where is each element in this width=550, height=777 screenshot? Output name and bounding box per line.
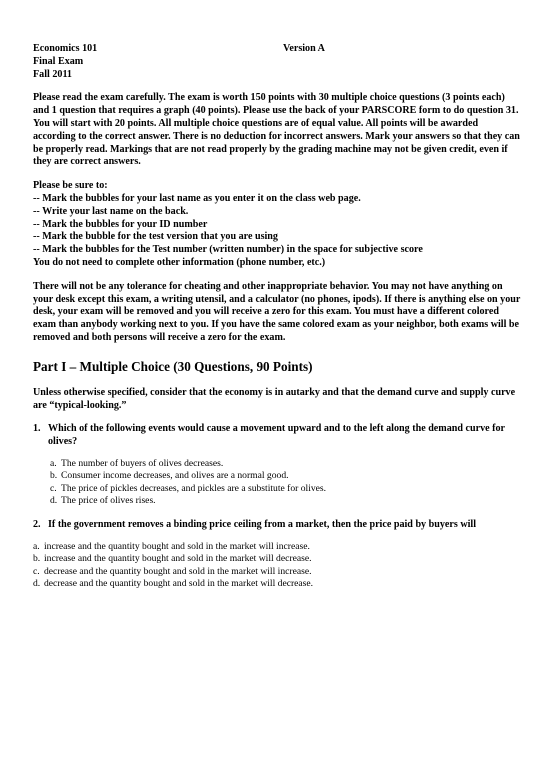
option-a	[50, 458, 523, 471]
instructions-intro: Please read the exam carefully. The exam is worth 150 points with 30 multiple choice questions (3 points each) and 1 question that requires a graph (40 points). Please use the back of your PARSCORE form to do question 31. You will start with 20 points. All multiple choice questions are of equal value. All points will be awarded according to the correct answer. There is no deduction for incorrect answers. Mark your answers so that they can be properly read. Markings that are not read properly by the grading machine may not be given credit, even if they are correct answers.	[33, 92, 520, 168]
exam-name: Final Exam	[33, 55, 84, 67]
option-letter: a.	[33, 540, 40, 552]
checklist-item: -- Mark the bubbles for your ID number	[33, 218, 208, 230]
option-text: decrease and the quantity bought and sold in the market will increase.	[44, 565, 312, 577]
option-list	[50, 458, 523, 508]
option-letter: c.	[50, 482, 57, 494]
option-letter: b.	[50, 470, 58, 482]
checklist-item: -- Mark the bubbles for the Test number (written number) in the space for subjective score	[33, 244, 423, 256]
question-number: 1.	[33, 423, 41, 435]
question-2	[33, 519, 523, 591]
option-d	[50, 495, 523, 508]
option-letter: b.	[33, 553, 41, 565]
option-c	[33, 566, 523, 579]
option-text: increase and the quantity bought and sold in the market will decrease.	[44, 553, 312, 565]
question-text: If the government removes a binding price ceiling from a market, then the price paid by buyers will	[48, 518, 477, 530]
question-stem	[33, 519, 523, 532]
option-b	[33, 553, 523, 566]
part-assumption: Unless otherwise specified, consider that the economy is in autarky and that the demand curve and supply curve are “typical-looking.”	[33, 386, 516, 411]
cheating-policy: There will not be any tolerance for cheating and other inappropriate behavior. You may not have anything on your desk except this exam, a writing utensil, and a calculator (no phones, ipods). If there is anything else on your desk, your exam will be removed and you will receive a zero for this exam. You must have a different colored exam than anybody working next to you. If you have the same colored exam as your neighbor, both exams will be removed and both persons will receive a zero for the exam.	[33, 280, 521, 343]
checklist-item: -- Write your last name on the back.	[33, 205, 189, 217]
question-1	[33, 423, 523, 508]
question-number: 2.	[33, 518, 41, 530]
question-text: Which of the following events would cause a movement upward and to the left along the demand curve for olives?	[48, 423, 505, 448]
part-title: Part I – Multiple Choice (30 Questions, 90 Points)	[33, 358, 313, 374]
exam-page	[33, 43, 523, 591]
option-text: decrease and the quantity bought and sold in the market will decrease.	[44, 578, 314, 590]
checklist-title: Please be sure to:	[33, 180, 108, 192]
course-title: Economics 101	[33, 43, 98, 54]
question-stem	[33, 423, 523, 449]
exam-term: Fall 2011	[33, 68, 72, 80]
option-text: increase and the quantity bought and sold in the market will increase.	[44, 540, 310, 552]
option-text: The price of olives rises.	[61, 495, 156, 507]
option-text: Consumer income decreases, and olives are a normal good.	[61, 470, 289, 482]
option-b	[50, 470, 523, 483]
option-letter: d.	[50, 495, 58, 507]
option-letter: a.	[50, 457, 57, 469]
option-d	[33, 578, 523, 591]
header-course-line	[33, 43, 523, 56]
option-list	[33, 541, 523, 591]
checklist-note: You do not need to complete other information (phone number, etc.)	[33, 256, 326, 268]
checklist	[33, 180, 523, 270]
option-text: The number of buyers of olives decreases.	[61, 457, 224, 469]
option-a	[33, 541, 523, 554]
option-c	[50, 483, 523, 496]
checklist-item: -- Mark the bubbles for your last name as you enter it on the class web page.	[33, 192, 361, 204]
option-letter: c.	[33, 565, 40, 577]
option-letter: d.	[33, 578, 41, 590]
exam-header	[33, 43, 523, 81]
exam-version: Version A	[283, 43, 325, 54]
option-text: The price of pickles decreases, and pickles are a substitute for olives.	[61, 482, 327, 494]
checklist-item: -- Mark the bubble for the test version that you are using	[33, 231, 278, 243]
